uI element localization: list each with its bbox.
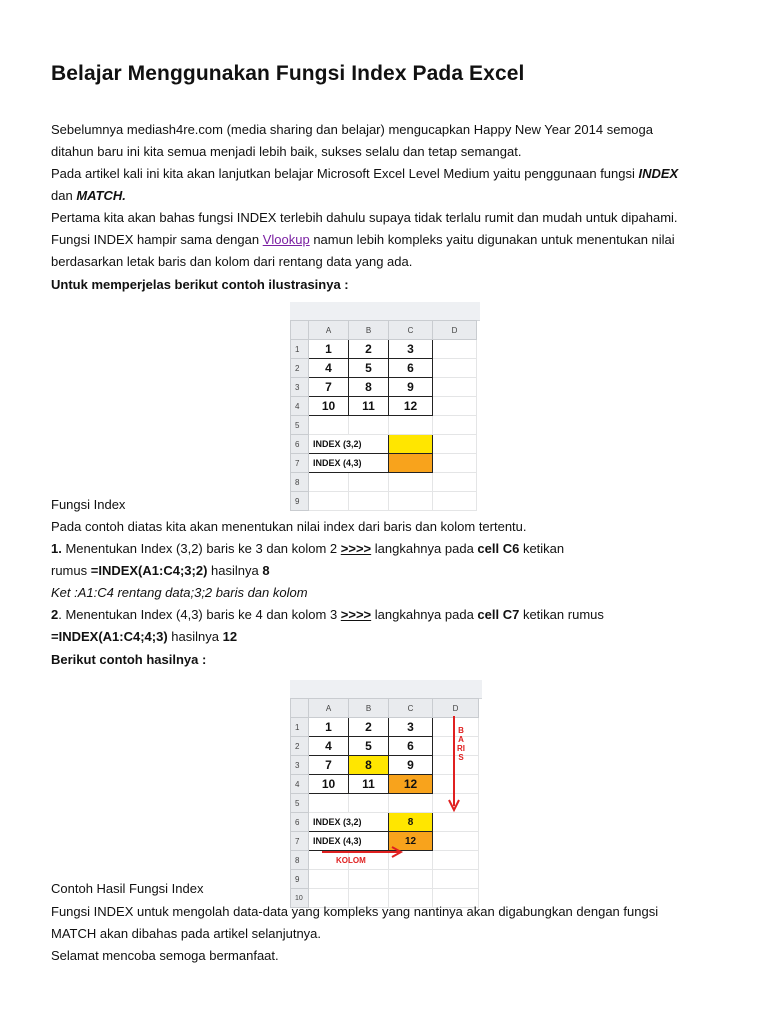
highlighted-cell-b3: 8 [349, 756, 389, 775]
step-2-end: ketikan rumus [519, 607, 604, 622]
row-header: 6 [291, 435, 309, 454]
data-cell: 11 [349, 775, 389, 794]
highlighted-cell-c4: 12 [389, 775, 433, 794]
result-cell-yellow [389, 435, 433, 454]
step-1-cell: cell C6 [477, 541, 520, 556]
index-label-cell: INDEX (4,3) [309, 454, 389, 473]
vlookup-link[interactable]: Vlookup [262, 232, 310, 247]
step-2-number: 2 [51, 607, 59, 622]
intro-line-2: ditahun baru ini kita semua menjadi lebih baik, sukses selalu dan tetap semangat. [51, 144, 522, 159]
result-cell-c7: 12 [389, 832, 433, 851]
row-header: 7 [291, 832, 309, 851]
step-2-post: langkahnya pada [371, 607, 478, 622]
row-header: 6 [291, 813, 309, 832]
row-header: 8 [291, 473, 309, 492]
formula-1: =INDEX(A1:C4;3;2) [90, 563, 208, 578]
data-cell: 2 [349, 340, 389, 359]
intro-line-5: Pertama kita akan bahas fungsi INDEX terlebih dahulu supaya tidak terlalu rumit dan mudah untuk dipahami. [51, 210, 678, 225]
data-cell: 3 [389, 340, 433, 359]
empty-cell [309, 416, 349, 435]
baris-arrow-icon [448, 714, 460, 814]
row-header: 7 [291, 454, 309, 473]
row-header: 10 [291, 889, 309, 908]
index-label-cell: INDEX (3,2) [309, 435, 389, 454]
empty-cell [349, 416, 389, 435]
result-cell-orange [389, 454, 433, 473]
caption-contoh-hasil: Contoh Hasil Fungsi Index [51, 881, 204, 896]
empty-cell [433, 813, 479, 832]
intro-line-6 [51, 232, 675, 248]
row-header: 1 [291, 340, 309, 359]
empty-cell [309, 870, 349, 889]
kolom-arrow-icon [320, 846, 404, 858]
hasil-prefix: hasilnya [167, 629, 223, 644]
empty-cell [389, 794, 433, 813]
index-keyword: INDEX [638, 166, 679, 181]
empty-cell [433, 492, 477, 511]
data-cell: 7 [309, 378, 349, 397]
formula-2: =INDEX(A1:C4;4;3) [51, 629, 168, 644]
empty-cell [433, 416, 477, 435]
row-header: 9 [291, 492, 309, 511]
column-header: A [309, 321, 349, 340]
intro-line-4 [51, 188, 126, 204]
keterangan-line: Ket :A1:C4 rentang data;3;2 baris dan kolom [51, 585, 308, 600]
column-header: B [349, 321, 389, 340]
column-header: A [309, 699, 349, 718]
data-cell: 2 [349, 718, 389, 737]
step-2-text: . Menentukan Index (4,3) baris ke 4 dan kolom 3 [58, 607, 341, 622]
step-2-cell: cell C7 [477, 607, 520, 622]
closing-line-1: Fungsi INDEX untuk mengolah data-data yang kompleks yang nantinya akan digabungkan dengan fungsi [51, 904, 659, 919]
row-header: 3 [291, 756, 309, 775]
step-1-end: ketikan [519, 541, 565, 556]
row-header: 8 [291, 851, 309, 870]
match-keyword: MATCH. [76, 188, 126, 203]
index-label-cell: INDEX (3,2) [309, 813, 389, 832]
intro-line-4-text: dan [51, 188, 77, 203]
data-cell: 4 [309, 359, 349, 378]
step-1-number: 1. [51, 541, 62, 556]
data-cell: 9 [389, 378, 433, 397]
baris-annotation: BARIS [457, 726, 465, 762]
caption-fungsi-index: Fungsi Index [51, 497, 126, 512]
result-1: 8 [262, 563, 270, 578]
sheet-corner [291, 699, 309, 718]
data-cell: 6 [389, 737, 433, 756]
empty-cell [433, 340, 477, 359]
column-header: D [433, 699, 479, 718]
empty-cell [433, 454, 477, 473]
step-1-post: langkahnya pada [371, 541, 478, 556]
intro-line-1: Sebelumnya mediash4re.com (media sharing dan belajar) mengucapkan Happy New Year 2014 semoga [51, 122, 653, 137]
closing-line-3: Selamat mencoba semoga bermanfaat. [51, 948, 279, 963]
data-cell: 5 [349, 737, 389, 756]
data-cell: 5 [349, 359, 389, 378]
data-cell: 8 [349, 378, 389, 397]
row-header: 2 [291, 737, 309, 756]
data-cell: 12 [389, 397, 433, 416]
data-cell: 7 [309, 756, 349, 775]
intro-line-6-text: Fungsi INDEX hampir sama dengan [51, 232, 263, 247]
kolom-annotation: KOLOM [336, 856, 366, 865]
spreadsheet-illustration-2 [290, 680, 482, 902]
empty-cell [349, 870, 389, 889]
row-header: 4 [291, 397, 309, 416]
page-title: Belajar Menggunakan Fungsi Index Pada Excel [51, 62, 525, 85]
empty-cell [349, 492, 389, 511]
empty-cell [433, 359, 477, 378]
rumus-prefix: rumus [51, 563, 91, 578]
column-header: C [389, 699, 433, 718]
intro-line-6-post: namun lebih kompleks yaitu digunakan untuk menentukan nilai [309, 232, 675, 247]
empty-cell [309, 794, 349, 813]
empty-cell [433, 378, 477, 397]
data-cell: 6 [389, 359, 433, 378]
intro-line-7: berdasarkan letak baris dan kolom dari rentang data yang ada. [51, 254, 413, 269]
step-1-line [51, 541, 564, 557]
empty-cell [389, 473, 433, 492]
row-header: 1 [291, 718, 309, 737]
closing-line-2: MATCH akan dibahas pada artikel selanjutnya. [51, 926, 322, 941]
empty-cell [433, 397, 477, 416]
data-cell: 3 [389, 718, 433, 737]
empty-cell [309, 492, 349, 511]
data-cell: 9 [389, 756, 433, 775]
row-header: 3 [291, 378, 309, 397]
arrow-marker: >>>> [340, 607, 372, 622]
step-1-text: Menentukan Index (3,2) baris ke 3 dan kolom 2 [61, 541, 341, 556]
arrow-marker: >>>> [340, 541, 372, 556]
sheet-toolbar [290, 680, 482, 699]
data-cell: 10 [309, 397, 349, 416]
hasil-prefix: hasilnya [207, 563, 263, 578]
empty-cell [433, 870, 479, 889]
empty-cell [309, 473, 349, 492]
empty-cell [389, 492, 433, 511]
empty-cell [433, 435, 477, 454]
empty-cell [433, 473, 477, 492]
intro-line-3-text: Pada artikel kali ini kita akan lanjutkan belajar Microsoft Excel Level Medium yaitu penggunaan fungsi [51, 166, 639, 181]
empty-cell [389, 870, 433, 889]
result-cell-c6: 8 [389, 813, 433, 832]
empty-cell [349, 473, 389, 492]
row-header: 2 [291, 359, 309, 378]
hasil-heading: Berikut contoh hasilnya : [51, 652, 207, 667]
row-header: 5 [291, 416, 309, 435]
column-header: D [433, 321, 477, 340]
column-header: B [349, 699, 389, 718]
data-cell: 11 [349, 397, 389, 416]
intro-line-8: Untuk memperjelas berikut contoh ilustrasinya : [51, 277, 349, 292]
sheet-corner [291, 321, 309, 340]
row-header: 4 [291, 775, 309, 794]
data-cell: 1 [309, 340, 349, 359]
empty-cell [349, 794, 389, 813]
spreadsheet-illustration-1 [290, 302, 480, 506]
sheet-grid [290, 320, 477, 511]
step-2-line [51, 607, 604, 623]
data-cell: 10 [309, 775, 349, 794]
row-header: 5 [291, 794, 309, 813]
column-header: C [389, 321, 433, 340]
index-label-cell: INDEX (4,3) [309, 832, 389, 851]
empty-cell [433, 832, 479, 851]
intro-line-3 [51, 166, 678, 182]
sheet-toolbar [290, 302, 480, 321]
body-line-1: Pada contoh diatas kita akan menentukan nilai index dari baris dan kolom tertentu. [51, 519, 527, 534]
rumus-line-1 [51, 563, 270, 579]
result-2: 12 [222, 629, 238, 644]
data-cell: 4 [309, 737, 349, 756]
data-cell: 1 [309, 718, 349, 737]
empty-cell [389, 416, 433, 435]
rumus-line-2 [51, 629, 237, 645]
row-header: 9 [291, 870, 309, 889]
empty-cell [433, 851, 479, 870]
